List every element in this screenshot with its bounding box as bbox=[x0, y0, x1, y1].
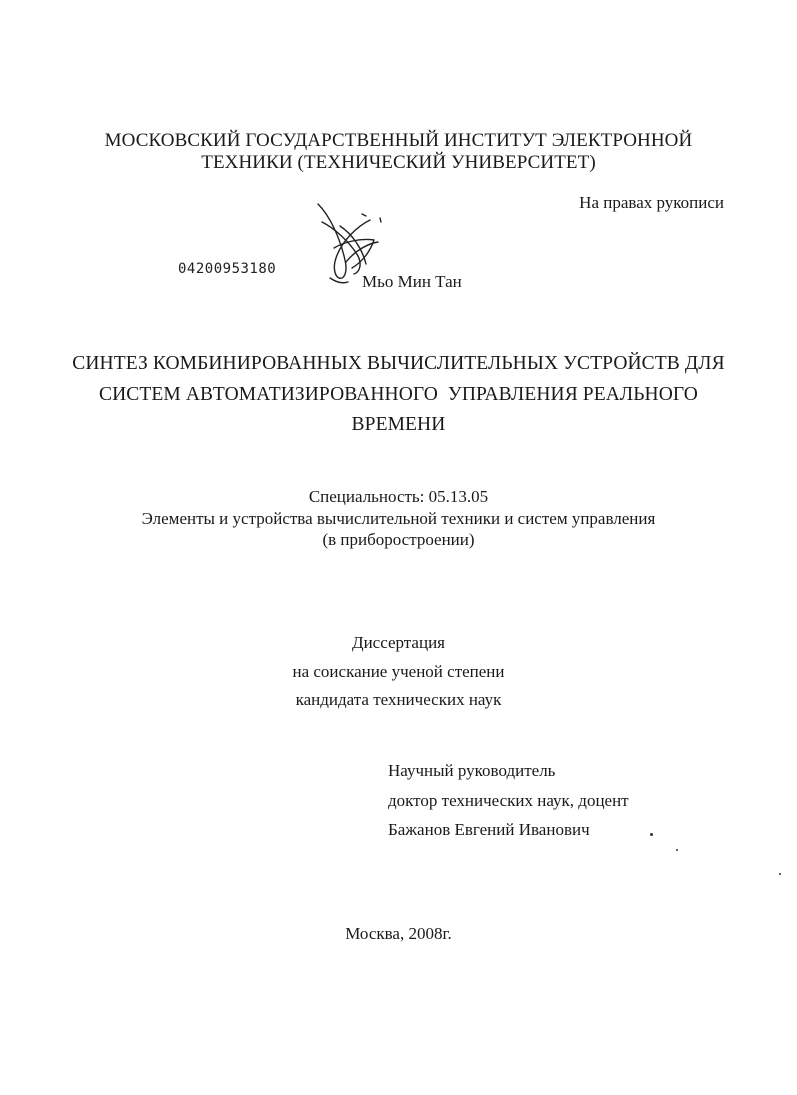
author-name: Мьо Мин Тан bbox=[362, 272, 462, 291]
title-line-3: ВРЕМЕНИ bbox=[351, 414, 446, 435]
manuscript-note: На правах рукописи bbox=[579, 193, 724, 212]
serial-number: 04200953180 bbox=[178, 261, 277, 277]
advisor-degree: доктор технических наук, доцент bbox=[388, 791, 629, 810]
title-line-1: СИНТЕЗ КОМБИНИРОВАННЫХ ВЫЧИСЛИТЕЛЬНЫХ УСТРОЙСТВ ДЛЯ bbox=[72, 353, 725, 374]
place-year: Москва, 2008г. bbox=[345, 924, 452, 943]
advisor-role: Научный руководитель bbox=[388, 761, 556, 780]
specialty-name: Элементы и устройства вычислительной техники и систем управления bbox=[141, 509, 656, 528]
institution-line-1: МОСКОВСКИЙ ГОСУДАРСТВЕННЫЙ ИНСТИТУТ ЭЛЕКТРОННОЙ bbox=[104, 130, 693, 151]
dissertation-degree-line: на соискание ученой степени bbox=[292, 662, 505, 681]
specialty-code: Специальность: 05.13.05 bbox=[308, 487, 489, 506]
stray-mark bbox=[650, 833, 653, 836]
dissertation-field-line: кандидата технических наук bbox=[295, 690, 502, 709]
stray-mark bbox=[676, 849, 678, 851]
advisor-name: Бажанов Евгений Иванович bbox=[388, 820, 590, 839]
institution-line-2: ТЕХНИКИ (ТЕХНИЧЕСКИЙ УНИВЕРСИТЕТ) bbox=[201, 152, 596, 173]
dissertation-label: Диссертация bbox=[351, 633, 445, 652]
stray-mark bbox=[779, 873, 781, 875]
title-line-2: СИСТЕМ АВТОМАТИЗИРОВАННОГО УПРАВЛЕНИЯ РЕАЛЬНОГО bbox=[98, 384, 698, 405]
specialty-qualifier: (в приборостроении) bbox=[322, 530, 475, 549]
